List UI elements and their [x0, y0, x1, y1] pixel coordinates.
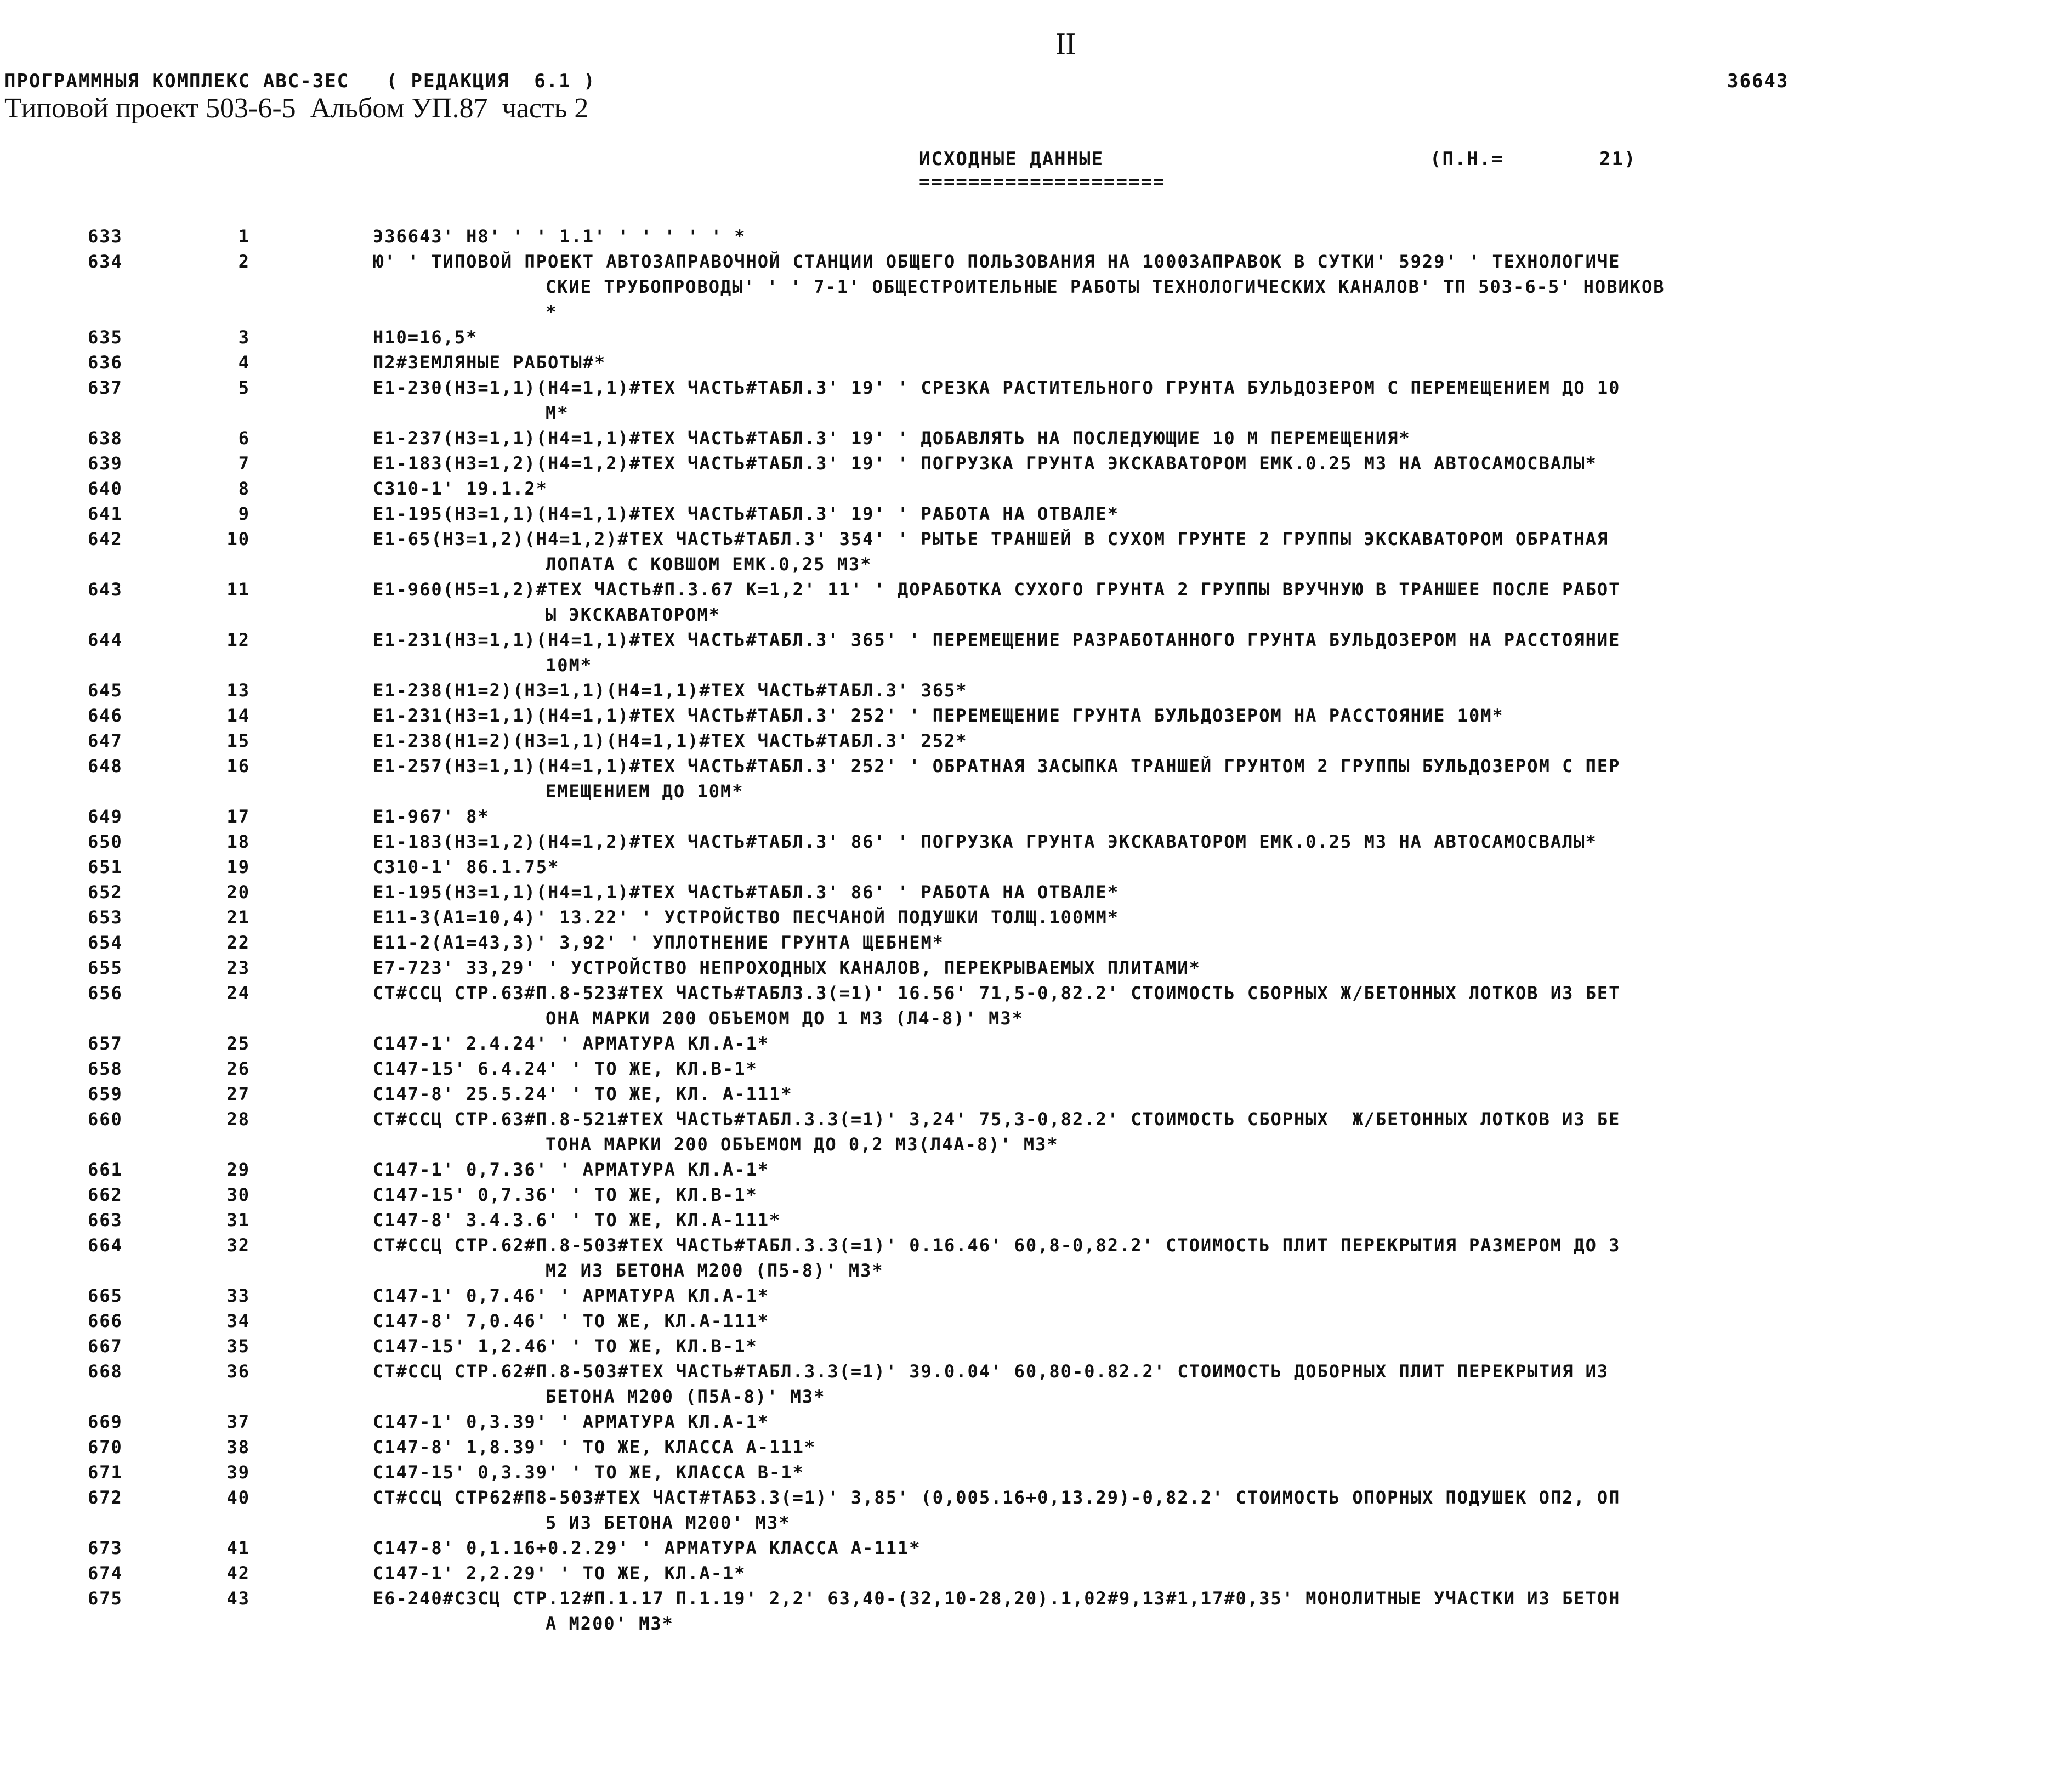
record-text: С147-15' 1,2.46' ' ТО ЖЕ, КЛ.В-1*: [373, 1336, 758, 1357]
record-text: Е6-240#С3СЦ СТР.12#П.1.17 П.1.19' 2,2' 63,40-(32,10-28,20).1,02#9,13#1,17#0,35' МОНОЛИТНЫЕ УЧАСТКИ ИЗ БЕТОН: [373, 1588, 1621, 1609]
record-text: С147-8' 7,0.46' ' ТО ЖЕ, КЛ.А-111*: [373, 1311, 770, 1331]
record-sequence: 37: [226, 1411, 250, 1432]
record-line: [0, 1561, 2072, 1586]
record-number: 666: [88, 1311, 123, 1331]
record-text: С147-1' 2,2.29' ' ТО ЖЕ, КЛ.А-1*: [373, 1563, 746, 1584]
record-sequence: 36: [226, 1361, 250, 1382]
record-text: С147-1' 0,7.46' ' АРМАТУРА КЛ.А-1*: [373, 1285, 770, 1306]
record-text: Н10=16,5*: [373, 327, 478, 348]
record-sequence: 38: [226, 1437, 250, 1457]
record-number: 657: [88, 1033, 123, 1054]
record-number: 646: [88, 705, 123, 726]
record-line: [0, 476, 2072, 501]
record-line: [0, 1334, 2072, 1359]
program-line: ПРОГРАММНЫЯ КОМПЛЕКС АВС-ЗЕС ( РЕДАКЦИЯ 6.1 ): [4, 70, 596, 92]
document-number: 36643: [1727, 70, 1789, 92]
record-text: БЕТОНА М200 (П5А-8)' М3*: [546, 1386, 826, 1407]
record-row: [0, 728, 2072, 753]
record-number: 665: [88, 1285, 123, 1306]
record-row: [0, 1561, 2072, 1586]
record-row: [0, 325, 2072, 350]
record-text: Е1-195(Н3=1,1)(Н4=1,1)#ТЕХ ЧАСТЬ#ТАБЛ.3' 86' ' РАБОТА НА ОТВАЛЕ*: [373, 882, 1119, 903]
record-line: [0, 501, 2072, 526]
record-text: 5 ИЗ БЕТОНА М200' М3*: [546, 1512, 791, 1533]
record-text: С310-1' 86.1.75*: [373, 857, 560, 877]
record-sequence: 32: [226, 1235, 250, 1256]
record-number: 656: [88, 983, 123, 1003]
record-sequence: 11: [226, 579, 250, 600]
record-number: 645: [88, 680, 123, 701]
record-line: [0, 1056, 2072, 1081]
record-number: 650: [88, 831, 123, 852]
record-row: [0, 703, 2072, 728]
record-sequence: 16: [226, 756, 250, 776]
record-continuation: [0, 1510, 2072, 1535]
record-text: ОНА МАРКИ 200 ОБЪЕМОМ ДО 1 М3 (Л4-8)' М3*: [546, 1008, 1024, 1029]
record-sequence: 40: [226, 1487, 250, 1508]
record-line: [0, 426, 2072, 451]
record-sequence: 12: [226, 629, 250, 650]
record-continuation: [0, 1132, 2072, 1157]
record-sequence: 13: [226, 680, 250, 701]
record-line: [0, 325, 2072, 350]
record-row: [0, 854, 2072, 880]
record-text: С147-15' 0,3.39' ' ТО ЖЕ, КЛАССА В-1*: [373, 1462, 804, 1483]
record-continuation: [0, 779, 2072, 804]
record-sequence: 25: [226, 1033, 250, 1054]
record-line: [0, 1283, 2072, 1308]
record-number: 658: [88, 1058, 123, 1079]
record-text: С147-8' 0,1.16+0.2.29' ' АРМАТУРА КЛАССА А-111*: [373, 1538, 921, 1558]
record-row: [0, 930, 2072, 955]
record-number: 674: [88, 1563, 123, 1584]
record-sequence: 10: [226, 529, 250, 549]
record-number: 655: [88, 957, 123, 978]
record-text: СКИЕ ТРУБОПРОВОДЫ' ' ' 7-1' ОБЩЕСТРОИТЕЛЬНЫЕ РАБОТЫ ТЕХНОЛОГИЧЕСКИХ КАНАЛОВ' ТП 503-6-5' НОВИКОВ: [546, 276, 1665, 297]
record-row: [0, 829, 2072, 854]
record-row: [0, 1233, 2072, 1283]
record-line: [0, 930, 2072, 955]
record-sequence: 6: [238, 428, 250, 449]
record-row: [0, 627, 2072, 678]
record-number: 667: [88, 1336, 123, 1357]
record-continuation: [0, 400, 2072, 426]
record-row: [0, 426, 2072, 451]
record-text: Е11-3(А1=10,4)' 13.22' ' УСТРОЙСТВО ПЕСЧАНОЙ ПОДУШКИ ТОЛЩ.100ММ*: [373, 907, 1119, 928]
record-line: [0, 627, 2072, 653]
record-number: 635: [88, 327, 123, 348]
record-continuation: [0, 552, 2072, 577]
record-sequence: 28: [226, 1109, 250, 1130]
pn-value: 21): [1599, 148, 1637, 170]
record-number: 647: [88, 730, 123, 751]
record-continuation: [0, 1611, 2072, 1636]
record-text: С147-1' 0,3.39' ' АРМАТУРА КЛ.А-1*: [373, 1411, 770, 1432]
record-text: Е1-237(Н3=1,1)(Н4=1,1)#ТЕХ ЧАСТЬ#ТАБЛ.3' 19' ' ДОБАВЛЯТЬ НА ПОСЛЕДУЮЩИЕ 10 М ПЕРЕМЕЩЕНИЯ*: [373, 428, 1411, 449]
record-text: Е1-230(Н3=1,1)(Н4=1,1)#ТЕХ ЧАСТЬ#ТАБЛ.3' 19' ' СРЕЗКА РАСТИТЕЛЬНОГО ГРУНТА БУЛЬДОЗЕРОМ С ПЕРЕМЕЩЕНИЕМ ДО 10: [373, 377, 1621, 398]
record-text: Ы ЭКСКАВАТОРОМ*: [546, 604, 720, 625]
record-row: [0, 1586, 2072, 1636]
record-number: 653: [88, 907, 123, 928]
record-line: [0, 728, 2072, 753]
record-row: [0, 451, 2072, 476]
record-sequence: 41: [226, 1538, 250, 1558]
record-text: М*: [546, 402, 569, 423]
record-number: 668: [88, 1361, 123, 1382]
record-number: 669: [88, 1411, 123, 1432]
record-row: [0, 526, 2072, 577]
record-row: [0, 1359, 2072, 1409]
record-number: 638: [88, 428, 123, 449]
record-sequence: 27: [226, 1084, 250, 1104]
page-number: II: [1055, 27, 1076, 61]
record-text: 10М*: [546, 655, 593, 676]
record-text: Е1-960(Н5=1,2)#ТЕХ ЧАСТЬ#П.3.67 К=1,2' 11' ' ДОРАБОТКА СУХОГО ГРУНТА 2 ГРУППЫ ВРУЧНУЮ В ТРАНШЕЕ ПОСЛЕ РАБОТ: [373, 579, 1621, 600]
record-text: Э36643' Н8' ' ' 1.1' ' ' ' ' ' *: [373, 226, 746, 247]
record-row: [0, 1031, 2072, 1056]
record-sequence: 17: [226, 806, 250, 827]
record-number: 652: [88, 882, 123, 903]
record-line: [0, 1157, 2072, 1182]
record-number: 663: [88, 1210, 123, 1230]
record-sequence: 23: [226, 957, 250, 978]
record-sequence: 19: [226, 857, 250, 877]
record-number: 640: [88, 478, 123, 499]
record-number: 643: [88, 579, 123, 600]
record-line: [0, 350, 2072, 375]
record-line: [0, 1434, 2072, 1460]
record-line: [0, 829, 2072, 854]
record-sequence: 8: [238, 478, 250, 499]
record-number: 633: [88, 226, 123, 247]
record-row: [0, 1056, 2072, 1081]
record-number: 671: [88, 1462, 123, 1483]
record-number: 644: [88, 629, 123, 650]
record-text: СТ#ССЦ СТР.63#П.8-523#ТЕХ ЧАСТЬ#ТАБЛ3.3(=1)' 16.56' 71,5-0,82.2' СТОИМОСТЬ СБОРНЫХ Ж/БЕТОННЫХ ЛОТКОВ ИЗ БЕТ: [373, 983, 1621, 1003]
record-line: [0, 1081, 2072, 1107]
record-text: СТ#ССЦ СТР62#П8-503#ТЕХ ЧАСТ#ТАБ3.3(=1)' 3,85' (0,005.16+0,13.29)-0,82.2' СТОИМОСТЬ ОПОРНЫХ ПОДУШЕК ОП2, ОП: [373, 1487, 1621, 1508]
record-text: Е1-231(Н3=1,1)(Н4=1,1)#ТЕХ ЧАСТЬ#ТАБЛ.3' 365' ' ПЕРЕМЕЩЕНИЕ РАЗРАБОТАННОГО ГРУНТА БУЛЬДОЗЕРОМ НА РАССТОЯНИЕ: [373, 629, 1621, 650]
record-line: [0, 577, 2072, 602]
record-line: [0, 753, 2072, 779]
record-line: [0, 1308, 2072, 1334]
record-sequence: 3: [238, 327, 250, 348]
record-row: [0, 880, 2072, 905]
record-text: С147-8' 25.5.24' ' ТО ЖЕ, КЛ. А-111*: [373, 1084, 793, 1104]
record-sequence: 33: [226, 1285, 250, 1306]
record-sequence: 14: [226, 705, 250, 726]
record-text: СТ#ССЦ СТР.62#П.8-503#ТЕХ ЧАСТЬ#ТАБЛ.3.3(=1)' 0.16.46' 60,8-0,82.2' СТОИМОСТЬ ПЛИТ ПЕРЕКРЫТИЯ РАЗМЕРОМ ДО 3: [373, 1235, 1621, 1256]
record-text: Е1-65(Н3=1,2)(Н4=1,2)#ТЕХ ЧАСТЬ#ТАБЛ.3' 354' ' РЫТЬЕ ТРАНШЕЙ В СУХОМ ГРУНТЕ 2 ГРУППЫ ЭКСКАВАТОРОМ ОБРАТНАЯ: [373, 529, 1609, 549]
record-text: С147-15' 0,7.36' ' ТО ЖЕ, КЛ.В-1*: [373, 1184, 758, 1205]
record-line: [0, 678, 2072, 703]
record-number: 641: [88, 503, 123, 524]
record-number: 654: [88, 932, 123, 953]
record-line: [0, 526, 2072, 552]
record-text: Е11-2(А1=43,3)' 3,92' ' УПЛОТНЕНИЕ ГРУНТА ЩЕБНЕМ*: [373, 932, 945, 953]
record-text: С147-1' 0,7.36' ' АРМАТУРА КЛ.А-1*: [373, 1159, 770, 1180]
record-sequence: 22: [226, 932, 250, 953]
record-row: [0, 980, 2072, 1031]
record-number: 664: [88, 1235, 123, 1256]
record-sequence: 29: [226, 1159, 250, 1180]
record-text: Е7-723' 33,29' ' УСТРОЙСТВО НЕПРОХОДНЫХ КАНАЛОВ, ПЕРЕКРЫВАЕМЫХ ПЛИТАМИ*: [373, 957, 1201, 978]
record-text: М2 ИЗ БЕТОНА М200 (П5-8)' М3*: [546, 1260, 884, 1281]
record-row: [0, 577, 2072, 627]
record-row: [0, 1207, 2072, 1233]
record-line: [0, 1031, 2072, 1056]
record-number: 660: [88, 1109, 123, 1130]
record-number: 639: [88, 453, 123, 474]
record-continuation: [0, 1006, 2072, 1031]
record-number: 642: [88, 529, 123, 549]
record-text: С147-15' 6.4.24' ' ТО ЖЕ, КЛ.В-1*: [373, 1058, 758, 1079]
record-text: С147-8' 1,8.39' ' ТО ЖЕ, КЛАССА А-111*: [373, 1437, 816, 1457]
record-text: А М200' М3*: [546, 1613, 674, 1634]
record-row: [0, 1535, 2072, 1561]
record-continuation: [0, 274, 2072, 299]
record-sequence: 24: [226, 983, 250, 1003]
record-sequence: 20: [226, 882, 250, 903]
record-row: [0, 1157, 2072, 1182]
record-number: 672: [88, 1487, 123, 1508]
record-sequence: 42: [226, 1563, 250, 1584]
record-sequence: 5: [238, 377, 250, 398]
record-line: [0, 1409, 2072, 1434]
record-row: [0, 905, 2072, 930]
record-text: Е1-967' 8*: [373, 806, 490, 827]
record-row: [0, 350, 2072, 375]
record-text: Е1-183(Н3=1,2)(Н4=1,2)#ТЕХ ЧАСТЬ#ТАБЛ.3' 19' ' ПОГРУЗКА ГРУНТА ЭКСКАВАТОРОМ ЕМК.0.25 М3 НА АВТОСАМОСВАЛЫ*: [373, 453, 1597, 474]
record-text: ЕМЕЩЕНИЕМ ДО 10М*: [546, 781, 744, 802]
record-row: [0, 375, 2072, 426]
record-number: 662: [88, 1184, 123, 1205]
record-row: [0, 678, 2072, 703]
record-line: [0, 703, 2072, 728]
record-continuation: [0, 1258, 2072, 1283]
record-sequence: 39: [226, 1462, 250, 1483]
record-line: [0, 249, 2072, 274]
record-sequence: 34: [226, 1311, 250, 1331]
record-number: 636: [88, 352, 123, 373]
record-row: [0, 1434, 2072, 1460]
project-title: Типовой проект 503-6-5 Альбом УП.87 часть 2: [4, 93, 589, 124]
record-continuation: [0, 299, 2072, 325]
record-number: 649: [88, 806, 123, 827]
record-line: [0, 1207, 2072, 1233]
record-continuation: [0, 1384, 2072, 1409]
record-line: [0, 804, 2072, 829]
record-row: [0, 476, 2072, 501]
record-continuation: [0, 653, 2072, 678]
records-list: [0, 224, 2072, 1636]
record-row: [0, 804, 2072, 829]
record-row: [0, 1182, 2072, 1207]
record-line: [0, 905, 2072, 930]
record-line: [0, 880, 2072, 905]
record-sequence: 35: [226, 1336, 250, 1357]
record-line: [0, 1535, 2072, 1561]
record-line: [0, 1586, 2072, 1611]
record-row: [0, 1107, 2072, 1157]
record-text: ТОНА МАРКИ 200 ОБЪЕМОМ ДО 0,2 М3(Л4А-8)' М3*: [546, 1134, 1059, 1155]
record-line: [0, 224, 2072, 249]
record-text: *: [546, 302, 558, 322]
section-title: ИСХОДНЫЕ ДАННЫЕ: [919, 148, 1104, 170]
record-sequence: 2: [238, 251, 250, 272]
record-line: [0, 854, 2072, 880]
record-row: [0, 1081, 2072, 1107]
record-line: [0, 1359, 2072, 1384]
record-row: [0, 1334, 2072, 1359]
record-sequence: 43: [226, 1588, 250, 1609]
record-row: [0, 249, 2072, 325]
record-row: [0, 1283, 2072, 1308]
record-text: С147-1' 2.4.24' ' АРМАТУРА КЛ.А-1*: [373, 1033, 770, 1054]
record-line: [0, 980, 2072, 1006]
record-row: [0, 1460, 2072, 1485]
record-number: 651: [88, 857, 123, 877]
record-sequence: 21: [226, 907, 250, 928]
pn-label: (П.Н.=: [1430, 148, 1504, 170]
record-row: [0, 955, 2072, 980]
record-line: [0, 1460, 2072, 1485]
record-text: П2#ЗЕМЛЯНЫЕ РАБОТЫ#*: [373, 352, 606, 373]
record-text: Ю' ' ТИПОВОЙ ПРОЕКТ АВТОЗАПРАВОЧНОЙ СТАНЦИИ ОБЩЕГО ПОЛЬЗОВАНИЯ НА 1000ЗАПРАВОК В СУТКИ' 5929' ' ТЕХНОЛОГИЧЕ: [373, 251, 1621, 272]
record-sequence: 26: [226, 1058, 250, 1079]
record-continuation: [0, 602, 2072, 627]
record-number: 673: [88, 1538, 123, 1558]
record-sequence: 30: [226, 1184, 250, 1205]
record-line: [0, 375, 2072, 400]
record-sequence: 15: [226, 730, 250, 751]
record-number: 659: [88, 1084, 123, 1104]
record-text: Е1-183(Н3=1,2)(Н4=1,2)#ТЕХ ЧАСТЬ#ТАБЛ.3' 86' ' ПОГРУЗКА ГРУНТА ЭКСКАВАТОРОМ ЕМК.0.25 М3 НА АВТОСАМОСВАЛЫ*: [373, 831, 1597, 852]
record-row: [0, 753, 2072, 804]
record-sequence: 9: [238, 503, 250, 524]
record-text: Е1-238(Н1=2)(Н3=1,1)(Н4=1,1)#ТЕХ ЧАСТЬ#ТАБЛ.3' 252*: [373, 730, 968, 751]
record-number: 661: [88, 1159, 123, 1180]
record-row: [0, 1308, 2072, 1334]
record-sequence: 31: [226, 1210, 250, 1230]
record-line: [0, 955, 2072, 980]
record-line: [0, 1485, 2072, 1510]
record-row: [0, 1485, 2072, 1535]
record-text: С147-8' 3.4.3.6' ' ТО ЖЕ, КЛ.А-111*: [373, 1210, 781, 1230]
record-sequence: 18: [226, 831, 250, 852]
record-text: Е1-238(Н1=2)(Н3=1,1)(Н4=1,1)#ТЕХ ЧАСТЬ#ТАБЛ.3' 365*: [373, 680, 968, 701]
section-underline: ====================: [919, 171, 1166, 193]
record-text: Е1-257(Н3=1,1)(Н4=1,1)#ТЕХ ЧАСТЬ#ТАБЛ.3' 252' ' ОБРАТНАЯ ЗАСЫПКА ТРАНШЕЙ ГРУНТОМ 2 ГРУППЫ БУЛЬДОЗЕРОМ С ПЕР: [373, 756, 1621, 776]
record-line: [0, 1182, 2072, 1207]
record-sequence: 1: [238, 226, 250, 247]
record-text: Е1-231(Н3=1,1)(Н4=1,1)#ТЕХ ЧАСТЬ#ТАБЛ.3' 252' ' ПЕРЕМЕЩЕНИЕ ГРУНТА БУЛЬДОЗЕРОМ НА РАССТОЯНИЕ 10М*: [373, 705, 1504, 726]
record-number: 675: [88, 1588, 123, 1609]
record-text: Е1-195(Н3=1,1)(Н4=1,1)#ТЕХ ЧАСТЬ#ТАБЛ.3' 19' ' РАБОТА НА ОТВАЛЕ*: [373, 503, 1119, 524]
record-sequence: 4: [238, 352, 250, 373]
record-text: ЛОПАТА С КОВШОМ ЕМК.0,25 М3*: [546, 554, 872, 575]
record-sequence: 7: [238, 453, 250, 474]
record-number: 670: [88, 1437, 123, 1457]
record-number: 637: [88, 377, 123, 398]
record-text: С310-1' 19.1.2*: [373, 478, 548, 499]
record-text: СТ#ССЦ СТР.63#П.8-521#ТЕХ ЧАСТЬ#ТАБЛ.3.3(=1)' 3,24' 75,3-0,82.2' СТОИМОСТЬ СБОРНЫХ Ж/БЕТОННЫХ ЛОТКОВ ИЗ БЕ: [373, 1109, 1621, 1130]
record-row: [0, 224, 2072, 249]
record-number: 648: [88, 756, 123, 776]
record-row: [0, 1409, 2072, 1434]
record-line: [0, 1107, 2072, 1132]
record-row: [0, 501, 2072, 526]
record-text: СТ#ССЦ СТР.62#П.8-503#ТЕХ ЧАСТЬ#ТАБЛ.3.3(=1)' 39.0.04' 60,80-0.82.2' СТОИМОСТЬ ДОБОРНЫХ ПЛИТ ПЕРЕКРЫТИЯ ИЗ: [373, 1361, 1609, 1382]
record-line: [0, 1233, 2072, 1258]
record-line: [0, 451, 2072, 476]
record-number: 634: [88, 251, 123, 272]
